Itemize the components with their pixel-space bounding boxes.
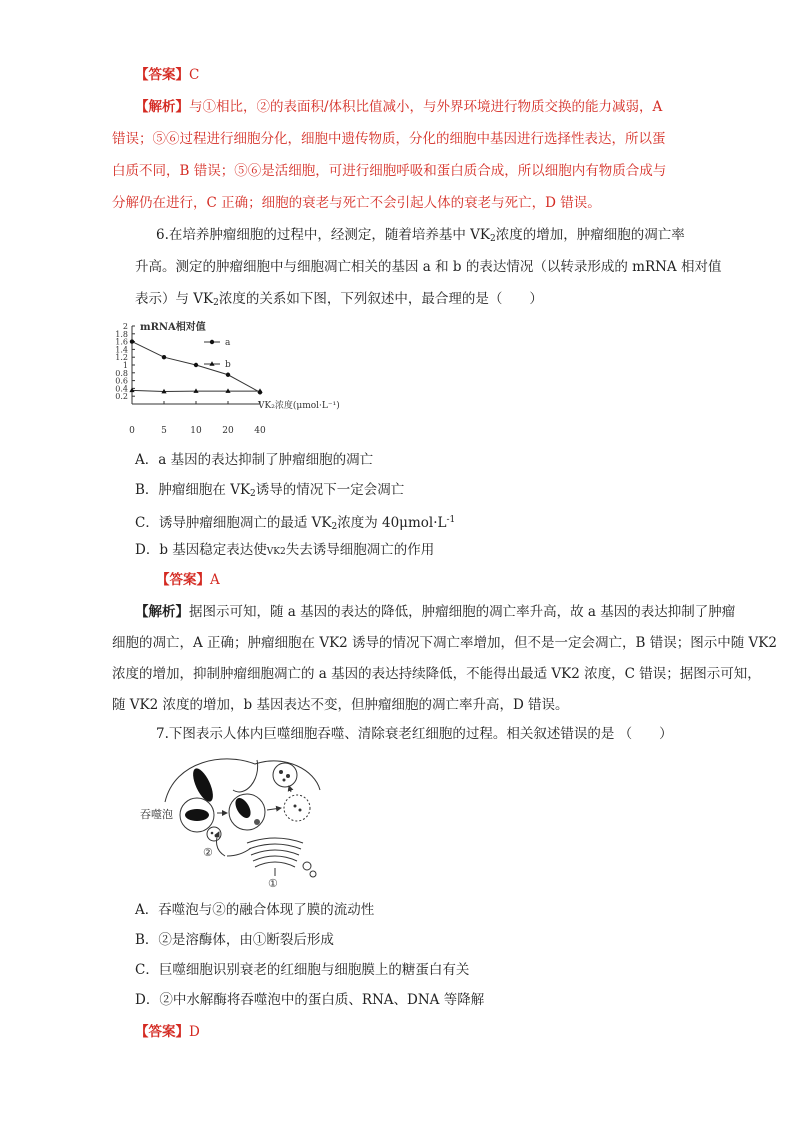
- q6-analysis-line-3: 浓度的增加，抑制肿瘤细胞凋亡的 a 基因的表达持续降低，不能得出最适 VK2 浓度，C 错误；据图示可知，: [112, 666, 761, 682]
- point-a: [194, 363, 198, 367]
- lysosome-2: [207, 827, 221, 841]
- y-tick-label: 1.6: [115, 337, 128, 347]
- answer-value: C: [189, 67, 200, 83]
- x-tick-label: 10: [190, 426, 202, 436]
- q6-analysis-line-1: 【解析】据图示可知，随 a 基因的表达的降低，肿瘤细胞的凋亡率升高，故 a 基因的表达抑制了肿瘤: [135, 604, 736, 620]
- y-tick-label: 1.2: [115, 353, 128, 363]
- y-tick-label: 0.2: [115, 392, 128, 402]
- chart-ylabel: mRNA相对值: [140, 322, 206, 333]
- answer-tag: 【答案】: [135, 1024, 189, 1040]
- q6-option-d[interactable]: D．b 基因稳定表达使VK2失去诱导细胞凋亡的作用: [135, 542, 435, 558]
- q7-option-d[interactable]: D．②中水解酶将吞噬泡中的蛋白质、RNA、DNA 等降解: [135, 992, 485, 1008]
- y-tick-label: 0.6: [115, 376, 128, 386]
- point-b: [193, 388, 198, 393]
- answer-tag: 【答案】: [135, 67, 189, 83]
- q7-option-b[interactable]: B．②是溶酶体，由①断裂后形成: [135, 932, 334, 948]
- analysis-text: 与①相比，②的表面积/体积比值减小，与外界环境进行物质交换的能力减弱，A: [189, 99, 663, 115]
- q7-answer: [135, 1022, 200, 1042]
- q6-answer: [156, 570, 220, 590]
- q7-option-a[interactable]: A．吞噬泡与②的融合体现了膜的流动性: [135, 902, 375, 918]
- legend-label-a: a: [225, 338, 231, 348]
- x-tick-label: 20: [222, 426, 234, 436]
- x-tick-label: 0: [129, 426, 135, 436]
- digest-vesicle: [284, 795, 310, 821]
- legend-marker-a: [210, 340, 214, 344]
- analysis-tag: 【解析】: [135, 99, 189, 115]
- point-a: [130, 339, 134, 343]
- answer-value: D: [189, 1024, 200, 1040]
- q6-option-a[interactable]: A．a 基因的表达抑制了肿瘤细胞的凋亡: [135, 452, 374, 468]
- q5-analysis-line-2: 错误；⑤⑥过程进行细胞分化，细胞中遗传物质，分化的细胞中基因进行选择性表达，所以蛋: [112, 131, 666, 147]
- q5-analysis-line-1: [135, 97, 662, 117]
- q5-analysis-line-3: 白质不同，B 错误；⑤⑥是活细胞，可进行细胞呼吸和蛋白质合成，所以细胞内有物质合成与: [112, 163, 667, 179]
- q6-option-b[interactable]: B．肿瘤细胞在 $VK_2$诱导的情况下一定会凋亡: [135, 482, 405, 499]
- q7-option-c[interactable]: C．巨噬细胞识别衰老的红细胞与细胞膜上的糖蛋白有关: [135, 962, 470, 978]
- q6-stem-line-3: 表示）与 $VK_2$浓度的关系如下图，下列叙述中，最合理的是（ ）: [135, 291, 543, 308]
- answer-value: A: [210, 572, 220, 588]
- y-tick-label: 1.4: [115, 345, 128, 355]
- label-1: ①: [268, 877, 278, 890]
- y-tick-label: 1.8: [115, 329, 128, 339]
- analysis-tag: 【解析】: [135, 604, 189, 620]
- q6-stem-line-2: 升高。测定的肿瘤细胞中与细胞凋亡相关的基因 a 和 b 的表达情况（以转录形成的 mRNA 相对值: [135, 259, 722, 275]
- x-tick-label: 5: [161, 426, 167, 436]
- q6-stem-line-1: 6.在培养肿瘤细胞的过程中，经测定，随着培养基中 $VK_2$浓度的增加，肿瘤细胞的凋亡率: [156, 227, 685, 244]
- q7-stem: 7.下图表示人体内巨噬细胞吞噬、清除衰老红细胞的过程。相关叙述错误的是 （ ）: [156, 726, 673, 742]
- macrophage-figure: [135, 750, 335, 890]
- lysosome-top: [273, 763, 297, 787]
- y-tick-label: 0.8: [115, 368, 128, 378]
- q5-analysis-line-4: 分解仍在进行，C 正确；细胞的衰老与死亡不会引起人体的衰老与死亡，D 错误。: [112, 195, 601, 211]
- point-a: [226, 373, 230, 377]
- phagosome-label: 吞噬泡: [140, 808, 173, 821]
- q6-analysis-line-2: 细胞的凋亡，A 正确；肿瘤细胞在 VK2 诱导的情况下凋亡率增加，但不是一定会凋亡，B 错误；图示中随 VK2: [112, 635, 777, 651]
- label-2: ②: [203, 846, 213, 859]
- macrophage-membrane: [165, 759, 320, 802]
- q6-analysis-line-4: 随 VK2 浓度的增加，b 基因表达不变，但肿瘤细胞的凋亡率升高，D 错误。: [112, 697, 569, 713]
- y-tick-label: 0.4: [115, 384, 128, 394]
- mrna-chart: [112, 318, 372, 436]
- point-a: [162, 355, 166, 359]
- chart-xlabel: VK₂浓度(μmol·L⁻¹): [258, 401, 340, 411]
- q5-answer: [135, 65, 199, 85]
- golgi: [247, 838, 303, 867]
- answer-tag: 【答案】: [156, 572, 210, 588]
- x-tick-label: 40: [254, 426, 266, 436]
- y-tick-label: 1: [122, 361, 128, 370]
- y-tick-label: 2: [122, 322, 128, 331]
- q6-option-c[interactable]: C．诱导肿瘤细胞凋亡的最适 $VK_2$浓度为 $40\mu mol\cdot L^{-1}$: [135, 515, 456, 532]
- legend-label-b: b: [225, 360, 231, 370]
